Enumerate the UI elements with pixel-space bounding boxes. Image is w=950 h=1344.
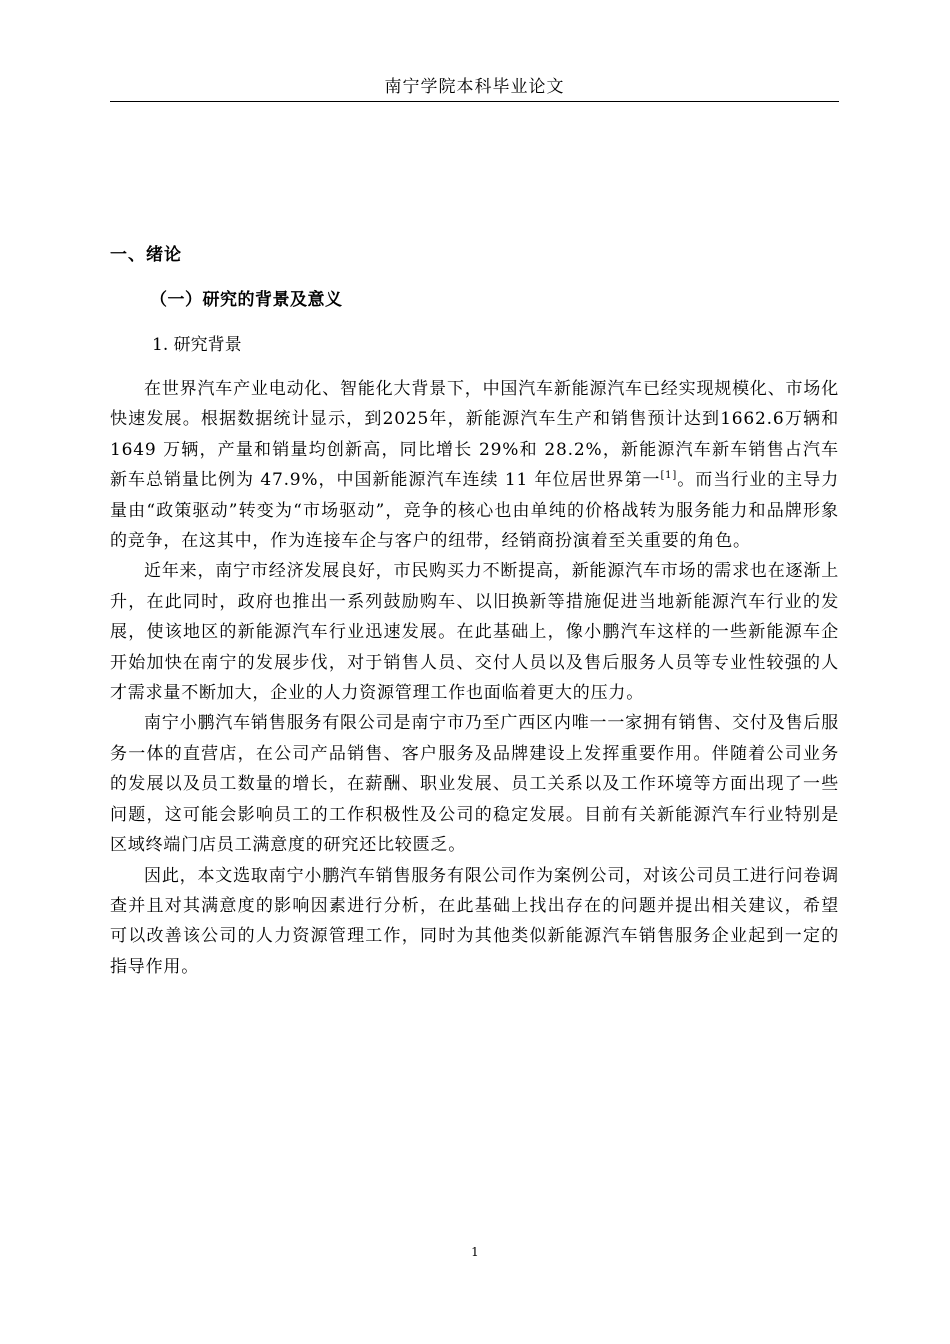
paragraph-nanning-market: 近年来，南宁市经济发展良好，市民购买力不断提高，新能源汽车市场的需求也在逐渐上升，在此同时，政府也推出一系列鼓励购车、以旧换新等措施促进当地新能源汽车行业的发展，使该地区的新能源汽车行业迅速发展。在此基础上，像小鹏汽车这样的一些新能源车企开始加快在南宁的发展步伐，对于销售人员、交付人员以及售后服务人员等专业性较强的人才需求量不断加大，企业的人力资源管理工作也面临着更大的压力。 [110, 561, 839, 704]
header-divider [110, 101, 839, 102]
paragraph-company-intro: 南宁小鹏汽车销售服务有限公司是南宁市乃至广西区内唯一一家拥有销售、交付及售后服务一体的直营店，在公司产品销售、客户服务及品牌建设上发挥重要作用。伴随着公司业务的发展以及员工数量的增长，在薪酬、职业发展、员工关系以及工作环境等方面出现了一些问题，这可能会影响员工的工作积极性及公司的稳定发展。目前有关新能源汽车行业特别是区域终端门店员工满意度的研究还比较匮乏。 [110, 713, 839, 856]
body-text [110, 374, 839, 982]
running-header-title: 南宁学院本科毕业论文 [384, 77, 565, 97]
paragraph-background [110, 374, 839, 556]
paragraph-research-purpose: 因此，本文选取南宁小鹏汽车销售服务有限公司作为案例公司，对该公司员工进行问卷调查并且对其满意度的影响因素进行分析，在此基础上找出存在的问题并提出相关建议，希望可以改善该公司的人力资源管理工作，同时为其他类似新能源汽车销售服务企业起到一定的指导作用。 [110, 865, 839, 977]
page-number: 1 [471, 1245, 479, 1259]
subsubsection-heading: 1. 研究背景 [152, 335, 242, 355]
citation-reference: [1] [660, 470, 678, 482]
paragraph-text: 在世界汽车产业电动化、智能化大背景下，中国汽车新能源汽车已经实现规模化、市场化快速发展。根据数据统计显示，到2025年，新能源汽车生产和销售预计达到1662.6万辆和 1649 万辆，产量和销量均创新高，同比增长 29%和 28.2%，新能源汽车新车销售占汽车新车总销量比例为 47.9%，中国新能源汽车连续 11 年位居世界第一 [110, 379, 839, 491]
paragraph-text: 。而当行业的主导力量由“政策驱动”转变为“市场驱动”，竞争的核心也由单纯的价格战转为服务能力和品牌形象的竞争，在这其中，作为连接车企与客户的纽带，经销商扮演着至关重要的角色。 [110, 470, 839, 552]
section-heading: 一、绪论 [110, 245, 182, 265]
subsection-heading: （一）研究的背景及意义 [150, 290, 343, 310]
